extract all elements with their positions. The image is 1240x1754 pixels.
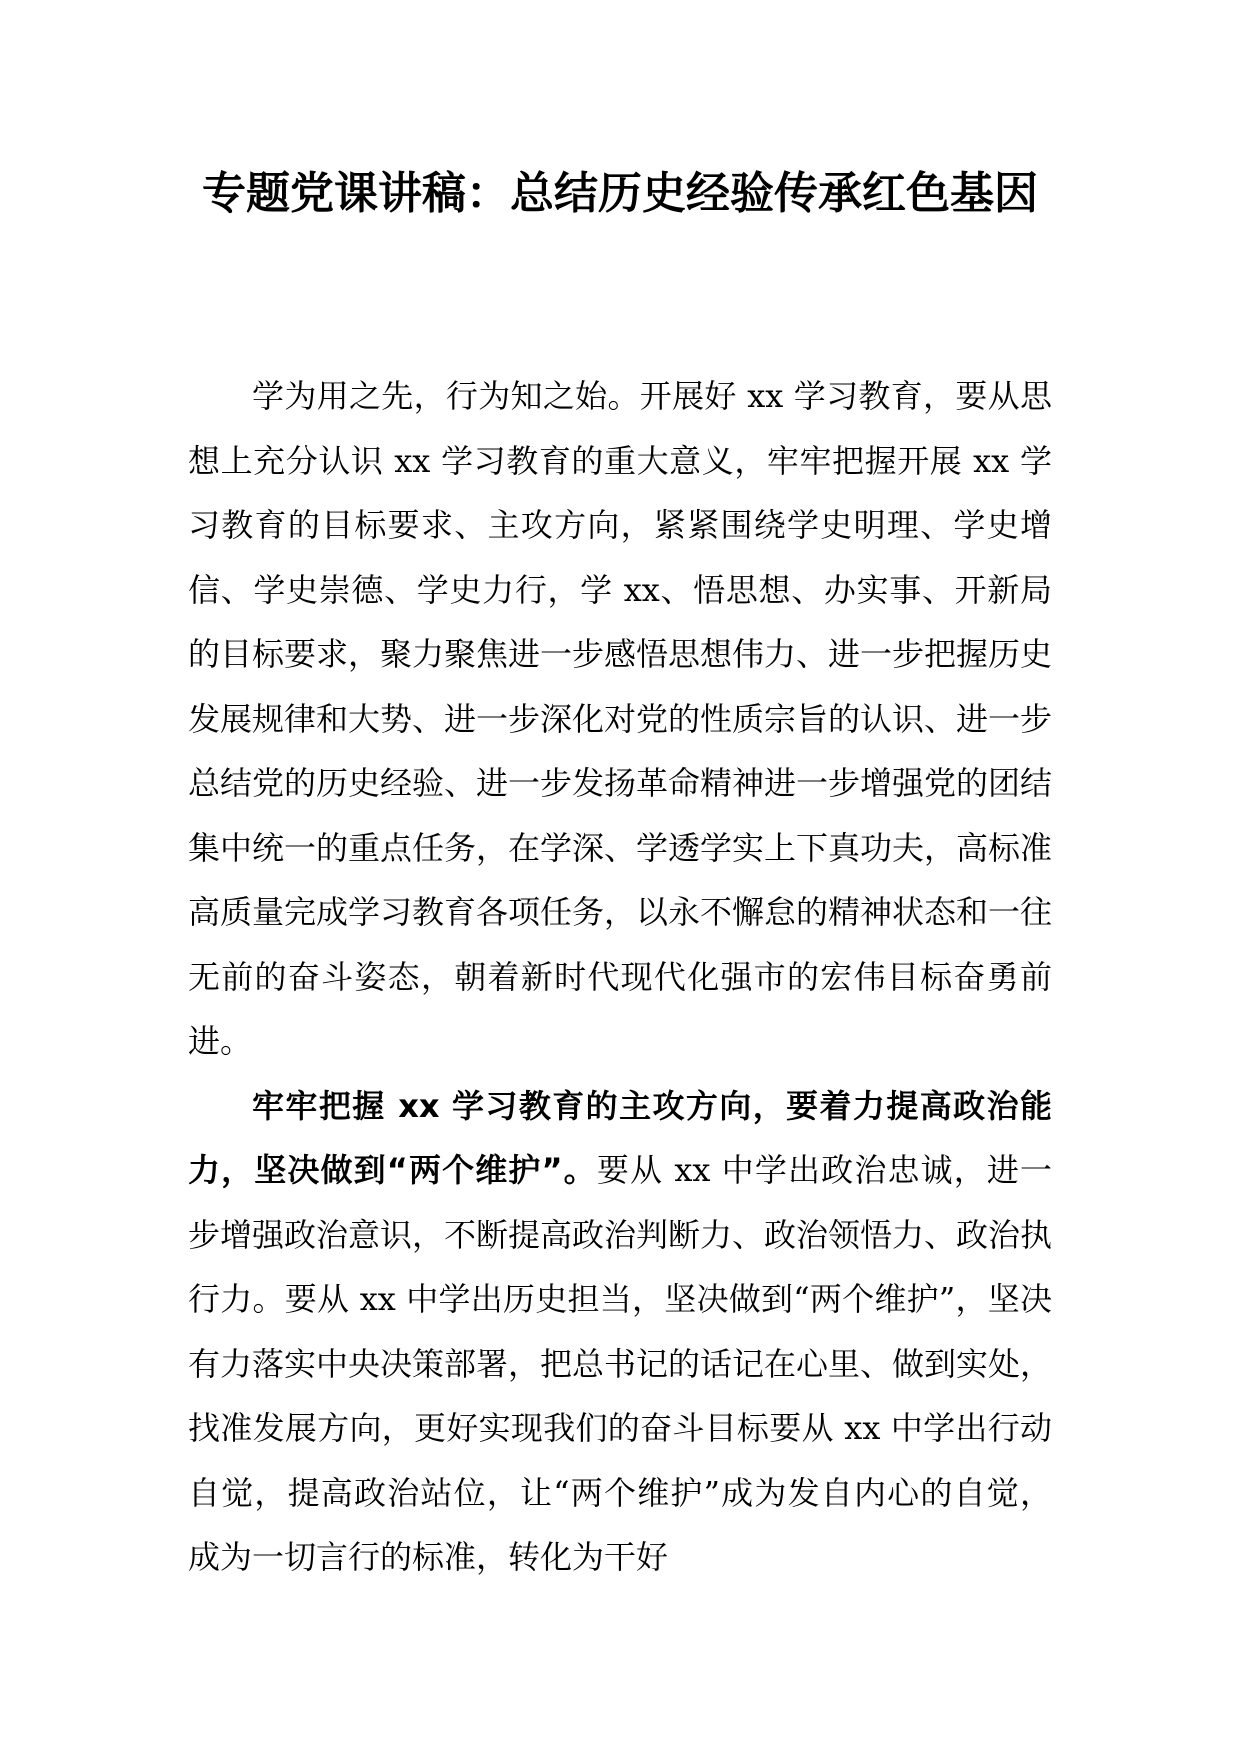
paragraph-intro [188,364,1052,1074]
paragraph-lead-heading: 牢牢把握 xx 学习教育的主攻方向，要着力提高政治能力，坚决做到“两个维护”。 [188,1086,1052,1189]
document-body [188,364,1052,1590]
paragraph-intro-text: 学为用之先，行为知之始。开展好 xx 学习教育，要从思想上充分认识 xx 学习教育的重大意义，牢牢把握开展 xx 学习教育的目标要求、主攻方向，紧紧围绕学史明理、学史增信、学史崇德、学史力行，学 xx、悟思想、办实事、开新局的目标要求，聚力聚焦进一步感悟思想伟力、进一步把握历史发展规律和大势、进一步深化对党的性质宗旨的认识、进一步总结党的历史经验、进一步发扬革命精神进一步增强党的团结集中统一的重点任务，在学深、学透学实上下真功夫，高标准高质量完成学习教育各项任务，以永不懈怠的精神状态和一往无前的奋斗姿态，朝着新时代现代化强市的宏伟目标奋勇前进。 [188,377,1053,1060]
paragraph-political-ability-text: 要从 xx 中学出政治忠诚，进一步增强政治意识，不断提高政治判断力、政治领悟力、政治执行力。要从 xx 中学出历史担当，坚决做到“两个维护”，坚决有力落实中央决策部署，把总书记的话记在心里、做到实处，找准发展方向，更好实现我们的奋斗目标要从 xx 中学出行动自觉，提高政治站位，让“两个维护”成为发自内心的自觉，成为一切言行的标准，转化为干好 [188,1151,1053,1576]
document-title: 专题党课讲稿：总结历史经验传承红色基因 [202,168,1038,219]
paragraph-political-ability [188,1074,1052,1590]
